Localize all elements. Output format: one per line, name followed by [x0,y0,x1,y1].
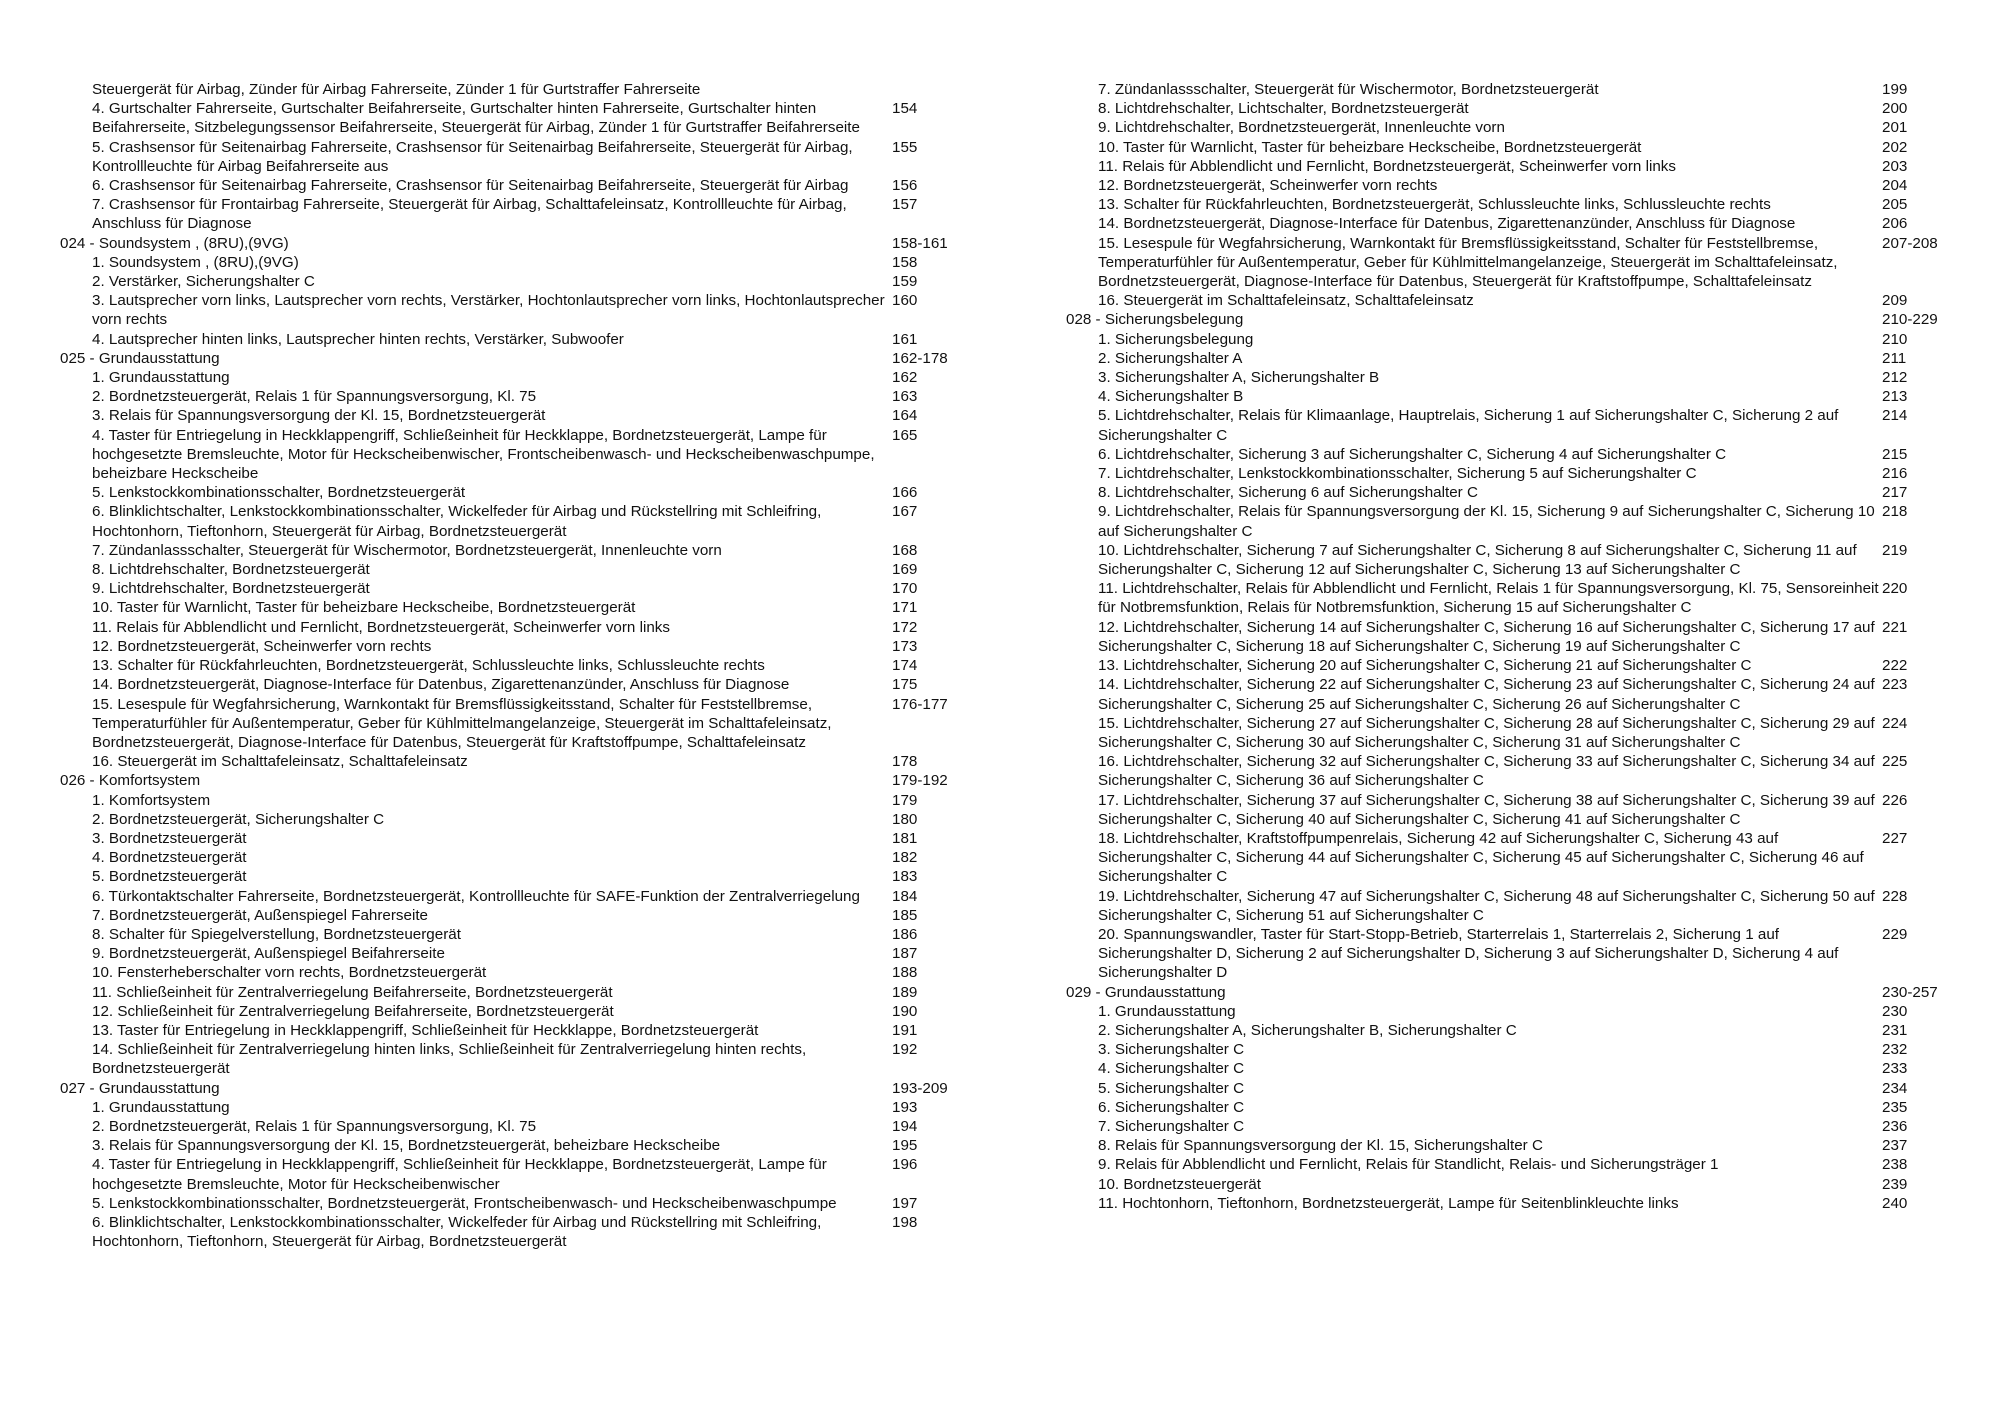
toc-entry-text: 6. Blinklichtschalter, Lenkstockkombinationsschalter, Wickelfeder für Airbag und Rückstellring mit Schleifring, Hochtonhorn, Tieftonhorn, Steuergerät für Airbag, Bordnetzsteuergerät [92,503,822,540]
toc-page-number: 215 [1882,445,1908,463]
toc-section-row [1066,310,1972,329]
toc-entry-text: 7. Lichtdrehschalter, Lenkstockkombinationsschalter, Sicherung 5 auf Sicherungshalter C [1098,465,1697,483]
toc-entry-text: 11. Lichtdrehschalter, Relais für Abblendlicht und Fernlicht, Relais 1 für Spannungsversorgung, Kl. 75, Sensoreinheit für Notbremsfunktion, Relais für Notbremsfunktion, Sicherung 15 auf Sicherungshalter C [1098,580,1879,617]
toc-entry-text: 11. Relais für Abblendlicht und Fernlicht, Bordnetzsteuergerät, Scheinwerfer vorn links [1098,157,1676,175]
toc-page-number: 201 [1882,119,1908,137]
toc-page-number: 232 [1882,1041,1908,1059]
toc-page-number: 226 [1882,791,1908,809]
toc-entry-row [60,1136,992,1155]
toc-entry-row [60,80,992,99]
toc-page-number: 237 [1882,1137,1908,1155]
toc-page-number: 174 [892,657,918,675]
toc-entry-text: 5. Bordnetzsteuergerät [92,868,247,886]
toc-entry-text: 10. Bordnetzsteuergerät [1098,1175,1261,1193]
toc-page-number: 198 [892,1213,918,1231]
toc-entry-text: 8. Lichtdrehschalter, Bordnetzsteuergerät [92,561,370,579]
toc-entry-text: 19. Lichtdrehschalter, Sicherung 47 auf Sicherungshalter C, Sicherung 48 auf Sicherungshalter C, Sicherung 50 auf Sicherungshalter C, Sicherung 51 auf Sicherungshalter C [1098,887,1875,924]
toc-page-number: 187 [892,945,918,963]
toc-page-number: 180 [892,810,918,828]
toc-page-number: 196 [892,1156,918,1174]
toc-entry-row [1066,387,1972,406]
toc-entry-row [60,1194,992,1213]
toc-entry-row [1066,1175,1972,1194]
toc-entry-text: 1. Grundausstattung [92,369,230,387]
toc-page-number: 172 [892,618,918,636]
toc-entry-text: 10. Taster für Warnlicht, Taster für beheizbare Heckscheibe, Bordnetzsteuergerät [1098,138,1642,156]
toc-entry-text: 12. Schließeinheit für Zentralverriegelung Beifahrerseite, Bordnetzsteuergerät [92,1002,614,1020]
toc-page-number: 158-161 [892,234,948,252]
toc-entry-text: 6. Crashsensor für Seitenairbag Fahrerseite, Crashsensor für Seitenairbag Beifahrerseite, Steuergerät für Airbag [92,177,849,195]
toc-entry-text: 1. Komfortsystem [92,791,211,809]
toc-entry-row [1066,1040,1972,1059]
toc-entry-text: 6. Türkontaktschalter Fahrerseite, Bordnetzsteuergerät, Kontrollleuchte für SAFE-Funktion der Zentralverriegelung [92,887,860,905]
toc-page-number: 179-192 [892,772,948,790]
toc-section-title: 026 - Komfortsystem [60,772,201,790]
toc-entry-text: 2. Bordnetzsteuergerät, Relais 1 für Spannungsversorgung, Kl. 75 [92,388,537,406]
toc-page-number: 204 [1882,177,1908,195]
toc-entry-text: 4. Gurtschalter Fahrerseite, Gurtschalter Beifahrerseite, Gurtschalter hinten Fahrerseite, Gurtschalter hinten Beifahrerseite, Sitzbelegungssensor Beifahrerseite, Steuergerät für Airbag, Zünder 1 für Gurtstraffer Beifahrerseite [92,100,860,137]
toc-entry-row [1066,618,1972,656]
toc-page-number: 162-178 [892,349,948,367]
toc-entry-text: 3. Relais für Spannungsversorgung der Kl. 15, Bordnetzsteuergerät, beheizbare Heckscheibe [92,1137,721,1155]
toc-page-number: 223 [1882,676,1908,694]
toc-entry-row [1066,1079,1972,1098]
toc-entry-text: 8. Schalter für Spiegelverstellung, Bordnetzsteuergerät [92,925,461,943]
toc-entry-text: 4. Lautsprecher hinten links, Lautsprecher hinten rechts, Verstärker, Subwoofer [92,330,624,348]
toc-entry-text: 7. Zündanlassschalter, Steuergerät für Wischermotor, Bordnetzsteuergerät [1098,81,1599,98]
toc-section-title: 024 - Soundsystem , (8RU),(9VG) [60,234,289,252]
toc-entry-text: 7. Sicherungshalter C [1098,1117,1245,1135]
toc-entry-row [1066,675,1972,713]
toc-entry-text: 4. Taster für Entriegelung in Heckklappengriff, Schließeinheit für Heckklappe, Bordnetzsteuergerät, Lampe für hochgesetzte Bremsleuchte, Motor für Heckscheibenwischer [92,1156,827,1193]
toc-entry-text: 1. Soundsystem , (8RU),(9VG) [92,253,299,271]
toc-entry-row [1066,579,1972,617]
toc-entry-row [1066,1155,1972,1174]
toc-page-number: 193 [892,1098,918,1116]
toc-entry-row [1066,1117,1972,1136]
toc-entry-text: 2. Bordnetzsteuergerät, Relais 1 für Spannungsversorgung, Kl. 75 [92,1117,537,1135]
toc-entry-row [60,848,992,867]
toc-entry-text: 8. Relais für Spannungsversorgung der Kl. 15, Sicherungshalter C [1098,1137,1543,1155]
toc-page-number: 197 [892,1194,918,1212]
toc-page-number: 184 [892,887,918,905]
toc-entry-row [60,138,992,176]
toc-entry-text: 1. Sicherungsbelegung [1098,330,1254,348]
toc-entry-text: 4. Bordnetzsteuergerät [92,849,247,867]
toc-entry-row [1066,406,1972,444]
toc-entry-row [1066,829,1972,887]
toc-page-number: 229 [1882,925,1908,943]
toc-page-number: 179 [892,791,918,809]
toc-entry-text: 4. Taster für Entriegelung in Heckklappengriff, Schließeinheit für Heckklappe, Bordnetzsteuergerät, Lampe für hochgesetzte Bremsleuchte, Motor für Heckscheibenwischer, Frontscheibenwasch- und Heckscheibenwaschpumpe, beheizbare Heckscheibe [92,426,875,483]
toc-entry-text: 13. Taster für Entriegelung in Heckklappengriff, Schließeinheit für Heckklappe, Bordnetzsteuergerät [92,1021,759,1039]
toc-entry-row [60,1002,992,1021]
toc-entry-row [60,656,992,675]
toc-page-number: 209 [1882,292,1908,310]
toc-page-number: 155 [892,138,918,156]
toc-entry-text: 9. Lichtdrehschalter, Bordnetzsteuergerät, Innenleuchte vorn [1098,119,1505,137]
toc-page-number: 185 [892,906,918,924]
toc-entry-text: 9. Bordnetzsteuergerät, Außenspiegel Beifahrerseite [92,945,445,963]
toc-page-number: 183 [892,868,918,886]
toc-entry-text: 5. Sicherungshalter C [1098,1079,1245,1097]
toc-entry-text: 11. Relais für Abblendlicht und Fernlicht, Bordnetzsteuergerät, Scheinwerfer vorn links [92,618,670,636]
toc-page-number: 167 [892,503,918,521]
toc-entry-row [60,1213,992,1251]
toc-page-number: 161 [892,330,918,348]
toc-entry-text: 5. Lichtdrehschalter, Relais für Klimaanlage, Hauptrelais, Sicherung 1 auf Sicherungshalter C, Sicherung 2 auf Sicherungshalter C [1098,407,1839,444]
toc-entry-text: 3. Bordnetzsteuergerät [92,829,247,847]
toc-entry-text: 3. Sicherungshalter A, Sicherungshalter B [1098,369,1380,387]
toc-entry-text: 14. Schließeinheit für Zentralverriegelung hinten links, Schließeinheit für Zentralverriegelung hinten rechts, Bordnetzsteuergerät [92,1041,807,1078]
toc-entry-row [1066,176,1972,195]
toc-page-number: 186 [892,925,918,943]
toc-entry-row [1066,80,1972,99]
toc-page-number: 199 [1882,81,1908,98]
toc-page-number: 207-208 [1882,234,1938,252]
toc-entry-row [1066,157,1972,176]
toc-page-number: 189 [892,983,918,1001]
toc-page-number: 234 [1882,1079,1908,1097]
toc-entry-row [60,502,992,540]
toc-entry-row [1066,1194,1972,1213]
toc-page-number: 176-177 [892,695,948,713]
toc-entry-row [60,483,992,502]
toc-entry-text: 7. Crashsensor für Frontairbag Fahrerseite, Steuergerät für Airbag, Schalttafeleinsatz, Kontrollleuchte für Airbag, Anschluss für Diagnose [92,196,847,233]
toc-page-number: 222 [1882,657,1908,675]
toc-column-right [1066,80,1972,1213]
toc-entry-text: 10. Fensterheberschalter vorn rechts, Bordnetzsteuergerät [92,964,487,982]
toc-page-number: 238 [1882,1156,1908,1174]
toc-page-number: 181 [892,829,918,847]
toc-entry-row [60,253,992,272]
toc-entry-row [60,829,992,848]
toc-page-number: 225 [1882,753,1908,771]
toc-entry-text: 2. Sicherungshalter A [1098,349,1243,367]
toc-page-number: 233 [1882,1060,1908,1078]
toc-section-row [60,349,992,368]
toc-page-number: 218 [1882,503,1908,521]
toc-section-title: 028 - Sicherungsbelegung [1066,311,1244,329]
toc-page-number: 158 [892,253,918,271]
toc-entry-row [60,387,992,406]
toc-entry-row [60,1098,992,1117]
toc-entry-text: 13. Schalter für Rückfahrleuchten, Bordnetzsteuergerät, Schlussleuchte links, Schlussleuchte rechts [1098,196,1771,214]
toc-page-number: 164 [892,407,918,425]
toc-page-number: 230 [1882,1002,1908,1020]
toc-entry-row [1066,445,1972,464]
toc-entry-row [60,598,992,617]
toc-page-number: 231 [1882,1021,1908,1039]
toc-page-number: 230-257 [1882,983,1938,1001]
toc-column-left [60,80,992,1251]
toc-entry-row [1066,291,1972,310]
toc-page-number: 170 [892,580,918,598]
toc-page-number: 213 [1882,388,1908,406]
toc-entry-text: 12. Lichtdrehschalter, Sicherung 14 auf Sicherungshalter C, Sicherung 16 auf Sicherungshalter C, Sicherung 17 auf Sicherungshalter C, Sicherung 18 auf Sicherungshalter C, Sicherung 19 auf Sicherungshalter C [1098,618,1875,655]
toc-entry-row [60,637,992,656]
toc-page-number: 195 [892,1137,918,1155]
toc-entry-row [1066,483,1972,502]
toc-entry-row [60,675,992,694]
toc-entry-text: 20. Spannungswandler, Taster für Start-Stopp-Betrieb, Starterrelais 1, Starterrelais 2, Sicherung 1 auf Sicherungshalter D, Sicherung 2 auf Sicherungshalter D, Sicherung 3 auf Sicherungshalter D, Sicherung 4 auf Sicherungshalter D [1098,925,1839,982]
toc-entry-row [60,1040,992,1078]
toc-section-title: 027 - Grundausstattung [60,1079,220,1097]
toc-entry-text: 11. Hochtonhorn, Tieftonhorn, Bordnetzsteuergerät, Lampe für Seitenblinkleuchte links [1098,1194,1679,1212]
toc-entry-text: 1. Grundausstattung [1098,1002,1236,1020]
toc-entry-row [60,406,992,425]
toc-entry-text: 18. Lichtdrehschalter, Kraftstoffpumpenrelais, Sicherung 42 auf Sicherungshalter C, Sicherung 43 auf Sicherungshalter C, Sicherung 44 auf Sicherungshalter C, Sicherung 45 auf Sicherungshalter C, Sicherung 46 auf Sicherungshalter C [1098,829,1864,886]
toc-entry-text: 14. Lichtdrehschalter, Sicherung 22 auf Sicherungshalter C, Sicherung 23 auf Sicherungshalter C, Sicherung 24 auf Sicherungshalter C, Sicherung 25 auf Sicherungshalter C, Sicherung 26 auf Sicherungshalter C [1098,676,1875,713]
toc-entry-row [1066,234,1972,292]
toc-entry-row [1066,1002,1972,1021]
toc-entry-row [1066,925,1972,983]
toc-page-number: 163 [892,388,918,406]
toc-entry-row [60,579,992,598]
toc-entry-text: 1. Grundausstattung [92,1098,230,1116]
toc-entry-row [60,1117,992,1136]
toc-page-number: 157 [892,196,918,214]
toc-entry-row [1066,541,1972,579]
toc-page-number: 224 [1882,714,1908,732]
toc-page-number: 154 [892,100,918,118]
toc-entry-text: 8. Lichtdrehschalter, Sicherung 6 auf Sicherungshalter C [1098,484,1478,502]
toc-entry-row [60,618,992,637]
toc-entry-row [60,541,992,560]
toc-page-number: 239 [1882,1175,1908,1193]
toc-entry-text: 10. Lichtdrehschalter, Sicherung 7 auf Sicherungshalter C, Sicherung 8 auf Sicherungshalter C, Sicherung 11 auf Sicherungshalter C, Sicherung 12 auf Sicherungshalter C, Sicherung 13 auf Sicherungshalter C [1098,541,1857,579]
toc-entry-text: 4. Sicherungshalter C [1098,1060,1245,1078]
toc-page-number: 206 [1882,215,1908,233]
toc-entry-row [60,176,992,195]
toc-entry-text: 4. Sicherungshalter B [1098,388,1244,406]
toc-entry-text: 11. Schließeinheit für Zentralverriegelung Beifahrerseite, Bordnetzsteuergerät [92,983,613,1001]
toc-section-row [60,1079,992,1098]
toc-page-number: 235 [1882,1098,1908,1116]
toc-page-number: 193-209 [892,1079,948,1097]
toc-entry-row [60,887,992,906]
toc-page-number: 192 [892,1041,918,1059]
toc-entry-text: 3. Sicherungshalter C [1098,1041,1245,1059]
toc-entry-row [1066,1021,1972,1040]
toc-entry-text: 12. Bordnetzsteuergerät, Scheinwerfer vorn rechts [1098,177,1438,195]
toc-page-number: 202 [1882,138,1908,156]
toc-entry-row [1066,214,1972,233]
toc-page-number: 205 [1882,196,1908,214]
toc-page-number: 165 [892,426,918,444]
toc-page-number: 220 [1882,580,1908,598]
toc-page-number: 162 [892,369,918,387]
toc-entry-text: 5. Lenkstockkombinationsschalter, Bordnetzsteuergerät [92,484,466,502]
toc-page-number: 175 [892,676,918,694]
toc-entry-row [60,195,992,233]
toc-page-number: 188 [892,964,918,982]
toc-page-number: 216 [1882,465,1908,483]
toc-entry-row [1066,714,1972,752]
toc-entry-row [1066,1136,1972,1155]
toc-page-number: 214 [1882,407,1908,425]
toc-page-number: 236 [1882,1117,1908,1135]
toc-page-number: 173 [892,637,918,655]
toc-entry-row [1066,118,1972,137]
toc-section-title: 025 - Grundausstattung [60,349,220,367]
toc-entry-text: Steuergerät für Airbag, Zünder für Airbag Fahrerseite, Zünder 1 für Gurtstraffer Fahrerseite [92,81,701,98]
toc-page-number: 182 [892,849,918,867]
toc-entry-text: 6. Sicherungshalter C [1098,1098,1245,1116]
toc-entry-row [1066,349,1972,368]
toc-entry-text: 10. Taster für Warnlicht, Taster für beheizbare Heckscheibe, Bordnetzsteuergerät [92,599,636,617]
toc-page-number: 166 [892,484,918,502]
toc-entry-text: 6. Blinklichtschalter, Lenkstockkombinationsschalter, Wickelfeder für Airbag und Rückstellring mit Schleifring, Hochtonhorn, Tieftonhorn, Steuergerät für Airbag, Bordnetzsteuergerät [92,1213,822,1251]
toc-section-row [1066,983,1972,1002]
toc-page-number: 191 [892,1021,918,1039]
toc-entry-row [1066,752,1972,790]
toc-entry-row [1066,1098,1972,1117]
toc-entry-row [60,426,992,484]
toc-entry-row [1066,195,1972,214]
toc-entry-row [1066,887,1972,925]
toc-entry-text: 7. Zündanlassschalter, Steuergerät für Wischermotor, Bordnetzsteuergerät, Innenleuchte vorn [92,541,722,559]
toc-page-number: 160 [892,292,918,310]
toc-entry-row [1066,368,1972,387]
toc-entry-text: 8. Lichtdrehschalter, Lichtschalter, Bordnetzsteuergerät [1098,100,1469,118]
toc-page-number: 200 [1882,100,1908,118]
toc-entry-text: 9. Lichtdrehschalter, Relais für Spannungsversorgung der Kl. 15, Sicherung 9 auf Sicherungshalter C, Sicherung 10 auf Sicherungshalter C [1098,503,1875,540]
toc-entry-row [60,791,992,810]
toc-page-number: 212 [1882,369,1908,387]
toc-page-number: 171 [892,599,918,617]
toc-page-number: 194 [892,1117,918,1135]
toc-entry-row [60,752,992,771]
toc-entry-row [60,867,992,886]
toc-entry-text: 5. Crashsensor für Seitenairbag Fahrerseite, Crashsensor für Seitenairbag Beifahrerseite, Steuergerät für Airbag, Kontrollleuchte für Airbag Beifahrerseite aus [92,138,853,175]
toc-entry-row [60,560,992,579]
toc-page-number: 227 [1882,829,1908,847]
toc-entry-text: 3. Relais für Spannungsversorgung der Kl. 15, Bordnetzsteuergerät [92,407,546,425]
toc-page-number: 190 [892,1002,918,1020]
toc-entry-text: 2. Bordnetzsteuergerät, Sicherungshalter C [92,810,385,828]
toc-entry-text: 16. Lichtdrehschalter, Sicherung 32 auf Sicherungshalter C, Sicherung 33 auf Sicherungshalter C, Sicherung 34 auf Sicherungshalter C, Sicherung 36 auf Sicherungshalter C [1098,753,1875,790]
toc-entry-row [60,983,992,1002]
toc-page-number: 210 [1882,330,1908,348]
toc-entry-row [60,695,992,753]
toc-entry-row [60,963,992,982]
toc-entry-text: 16. Steuergerät im Schalttafeleinsatz, Schalttafeleinsatz [1098,292,1474,310]
toc-page-number: 211 [1882,349,1907,367]
toc-entry-row [1066,464,1972,483]
toc-entry-text: 9. Lichtdrehschalter, Bordnetzsteuergerät [92,580,370,598]
toc-entry-text: 14. Bordnetzsteuergerät, Diagnose-Interface für Datenbus, Zigarettenanzünder, Anschluss für Diagnose [92,676,790,694]
toc-entry-row [60,272,992,291]
toc-entry-row [60,1021,992,1040]
toc-page-number: 210-229 [1882,311,1938,329]
toc-page-number: 203 [1882,157,1908,175]
toc-page-number: 240 [1882,1194,1908,1212]
toc-section-row [60,234,992,253]
toc-page-number: 178 [892,753,918,771]
toc-entry-row [1066,791,1972,829]
toc-page-number: 217 [1882,484,1908,502]
toc-entry-text: 12. Bordnetzsteuergerät, Scheinwerfer vorn rechts [92,637,432,655]
toc-entry-row [1066,502,1972,540]
toc-page-number: 159 [892,273,918,291]
toc-section-row [60,771,992,790]
toc-page-number: 219 [1882,541,1908,559]
toc-entry-row [60,291,992,329]
toc-entry-row [1066,99,1972,118]
toc-entry-text: 14. Bordnetzsteuergerät, Diagnose-Interface für Datenbus, Zigarettenanzünder, Anschluss für Diagnose [1098,215,1796,233]
toc-entry-text: 13. Schalter für Rückfahrleuchten, Bordnetzsteuergerät, Schlussleuchte links, Schlussleuchte rechts [92,657,765,675]
toc-entry-text: 13. Lichtdrehschalter, Sicherung 20 auf Sicherungshalter C, Sicherung 21 auf Sicherungshalter C [1098,657,1752,675]
toc-entry-text: 6. Lichtdrehschalter, Sicherung 3 auf Sicherungshalter C, Sicherung 4 auf Sicherungshalter C [1098,445,1727,463]
toc-entry-row [1066,1059,1972,1078]
toc-entry-text: 3. Lautsprecher vorn links, Lautsprecher vorn rechts, Verstärker, Hochtonlautsprecher vorn links, Hochtonlautsprecher vorn rechts [92,292,885,329]
toc-entry-row [60,944,992,963]
toc-entry-text: 17. Lichtdrehschalter, Sicherung 37 auf Sicherungshalter C, Sicherung 38 auf Sicherungshalter C, Sicherung 39 auf Sicherungshalter C, Sicherung 40 auf Sicherungshalter C, Sicherung 41 auf Sicherungshalter C [1098,791,1875,828]
toc-entry-row [60,925,992,944]
toc-section-title: 029 - Grundausstattung [1066,983,1226,1001]
toc-page-number: 168 [892,541,918,559]
toc-entry-row [1066,138,1972,157]
toc-page-number: 156 [892,177,918,195]
toc-entry-row [60,99,992,137]
toc-page-number: 221 [1882,618,1908,636]
toc-page-number: 228 [1882,887,1908,905]
toc-entry-row [1066,330,1972,349]
toc-entry-row [60,810,992,829]
toc-entry-row [60,906,992,925]
toc-entry-text: 2. Verstärker, Sicherungshalter C [92,273,315,291]
toc-entry-text: 15. Lesespule für Wegfahrsicherung, Warnkontakt für Bremsflüssigkeitsstand, Schalter für Feststellbremse, Temperaturfühler für Außentemperatur, Geber für Kühlmittelmangelanzeige, Steuergerät im Schalttafeleinsatz, Bordnetzsteuergerät, Diagnose-Interface für Datenbus, Steuergerät für Kraftstoffpumpe, Schalttafeleinsatz [92,695,832,751]
toc-entry-row [60,368,992,387]
toc-entry-row [60,330,992,349]
toc-entry-text: 9. Relais für Abblendlicht und Fernlicht, Relais für Standlicht, Relais- und Sicherungsträger 1 [1098,1156,1719,1174]
toc-entry-text: 7. Bordnetzsteuergerät, Außenspiegel Fahrerseite [92,906,429,924]
toc-page-number: 169 [892,561,918,579]
toc-entry-text: 15. Lichtdrehschalter, Sicherung 27 auf Sicherungshalter C, Sicherung 28 auf Sicherungshalter C, Sicherung 29 auf Sicherungshalter C, Sicherung 30 auf Sicherungshalter C, Sicherung 31 auf Sicherungshalter C [1098,714,1875,751]
toc-entry-row [1066,656,1972,675]
toc-entry-text: 16. Steuergerät im Schalttafeleinsatz, Schalttafeleinsatz [92,753,468,771]
toc-entry-text: 2. Sicherungshalter A, Sicherungshalter B, Sicherungshalter C [1098,1021,1517,1039]
toc-entry-text: 15. Lesespule für Wegfahrsicherung, Warnkontakt für Bremsflüssigkeitsstand, Schalter für Feststellbremse, Temperaturfühler für Außentemperatur, Geber für Kühlmittelmangelanzeige, Steuergerät im Schalttafeleinsatz, Bordnetzsteuergerät, Diagnose-Interface für Datenbus, Steuergerät für Kraftstoffpumpe, Schalttafeleinsatz [1098,234,1838,291]
toc-entry-text: 5. Lenkstockkombinationsschalter, Bordnetzsteuergerät, Frontscheibenwasch- und Heckscheibenwaschpumpe [92,1194,837,1212]
toc-entry-row [60,1155,992,1193]
